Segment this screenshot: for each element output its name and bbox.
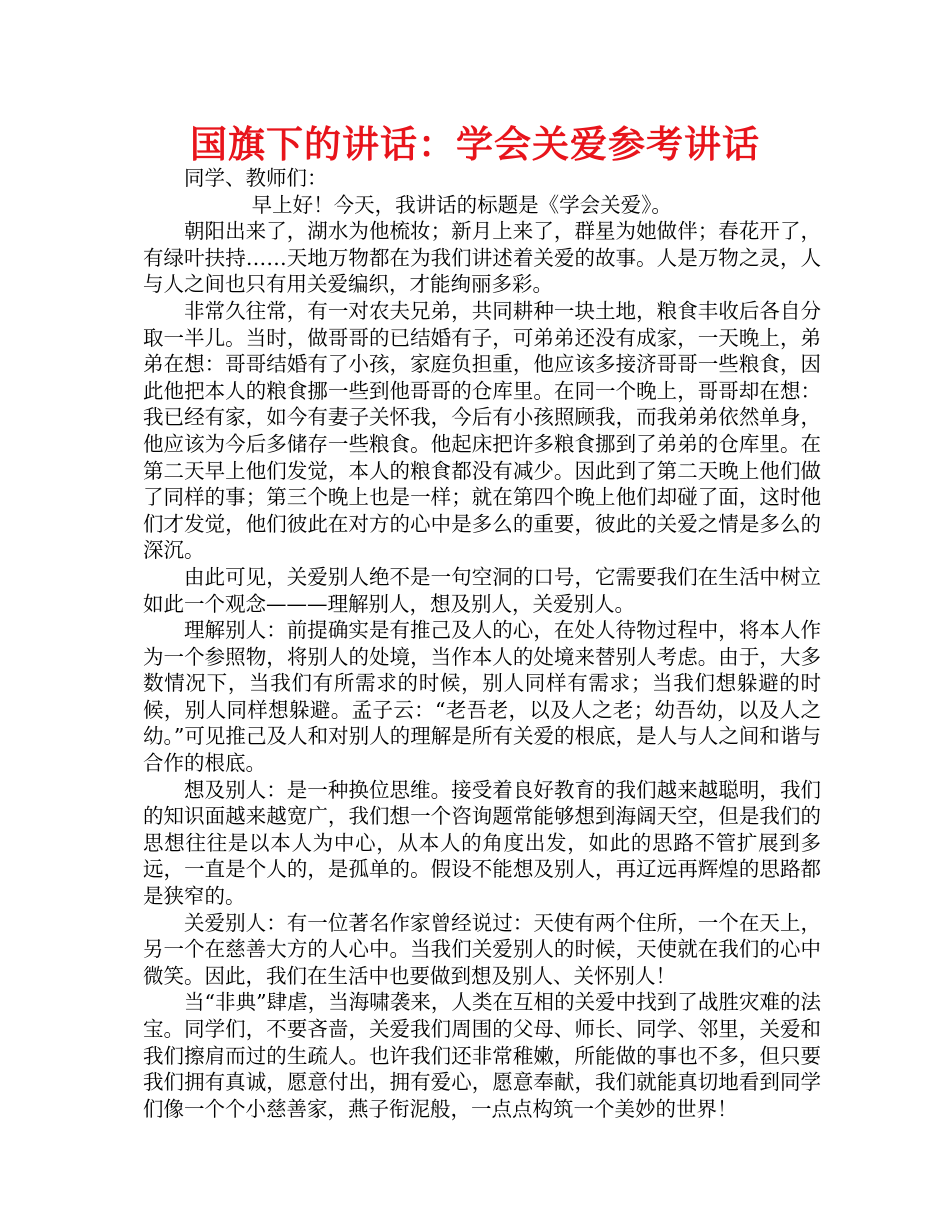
story-paragraph: 非常久往常，有一对农夫兄弟，共同耕种一块土地，粮食丰收后各自分取一半儿。当时，做哥哥的已结婚有子，可弟弟还没有成家，一天晚上，弟弟在想：哥哥结婚有了小孩，家庭负担重，他应该多接济哥哥一些粮食，因此他把本人的粮食挪一些到他哥哥的仓库里。在同一个晚上，哥哥却在想：我已经有家，如今有妻子关怀我，今后有小孩照顾我，而我弟弟依然单身，他应该为今后多储存一些粮食。他起床把许多粮食挪到了弟弟的仓库里。在第二天早上他们发觉，本人的粮食都没有减少。因此到了第二天晚上他们做了同样的事；第三个晚上也是一样；就在第四个晚上他们却碰了面，这时他们才发觉，他们彼此在对方的心中是多么的重要，彼此的关爱之情是多么的深沉。 bbox=[143, 298, 821, 563]
understand-others-paragraph: 理解别人：前提确实是有推己及人的心，在处人待物过程中，将本人作为一个参照物，将别人的处境，当作本人的处境来替别人考虑。由于，大多数情况下，当我们有所需求的时候，别人同样有需求；当我们想躲避的时候，别人同样想躲避。孟子云：“老吾老，以及人之老；幼吾幼，以及人之幼。”可见推己及人和对别人的理解是所有关爱的根底，是人与人之间和谐与合作的根底。 bbox=[143, 618, 821, 776]
think-of-others-paragraph: 想及别人：是一种换位思维。接受着良好教育的我们越来越聪明，我们的知识面越来越宽广，我们想一个咨询题常能够想到海阔天空，但是我们的思想往往是以本人为中心，从本人的角度出发，如此的思路不管扩展到多远，一直是个人的，是孤单的。假设不能想及别人，再辽远再辉煌的思路都是狭窄的。 bbox=[143, 777, 821, 909]
care-for-others-paragraph: 关爱别人：有一位著名作家曾经说过：天使有两个住所，一个在天上，另一个在慈善大方的人心中。当我们关爱别人的时候，天使就在我们的心中微笑。因此，我们在生活中也要做到想及别人、关怀别人！ bbox=[143, 910, 821, 988]
intro-paragraph: 朝阳出来了，湖水为他梳妆；新月上来了，群星为她做伴；春花开了，有绿叶扶持……天地万物都在为我们讲述着关爱的故事。人是万物之灵，人与人之间也只有用关爱编织，才能绚丽多彩。 bbox=[143, 219, 821, 297]
conclusion-paragraph: 由此可见，关爱别人绝不是一句空洞的口号，它需要我们在生活中树立如此一个观念———理解别人，想及别人，关爱别人。 bbox=[143, 564, 821, 616]
page-title: 国旗下的讲话：学会关爱参考讲话 bbox=[190, 123, 760, 166]
closing-paragraph: 当“非典”肆虐，当海啸袭来，人类在互相的关爱中找到了战胜灾难的法宝。同学们，不要吝啬，关爱我们周围的父母、师长、同学、邻里，关爱和我们擦肩而过的生疏人。也许我们还非常稚嫩，所能做的事也不多，但只要我们拥有真诚，愿意付出，拥有爱心，愿意奉献，我们就能真切地看到同学们像一个个小慈善家，燕子衔泥般，一点点构筑一个美妙的世界！ bbox=[143, 990, 821, 1121]
speech-body bbox=[143, 165, 821, 1122]
greeting-paragraph: 早上好！今天，我讲话的标题是《学会关爱》。 bbox=[251, 192, 672, 217]
salutation-paragraph: 同学、教师们： bbox=[184, 166, 328, 190]
